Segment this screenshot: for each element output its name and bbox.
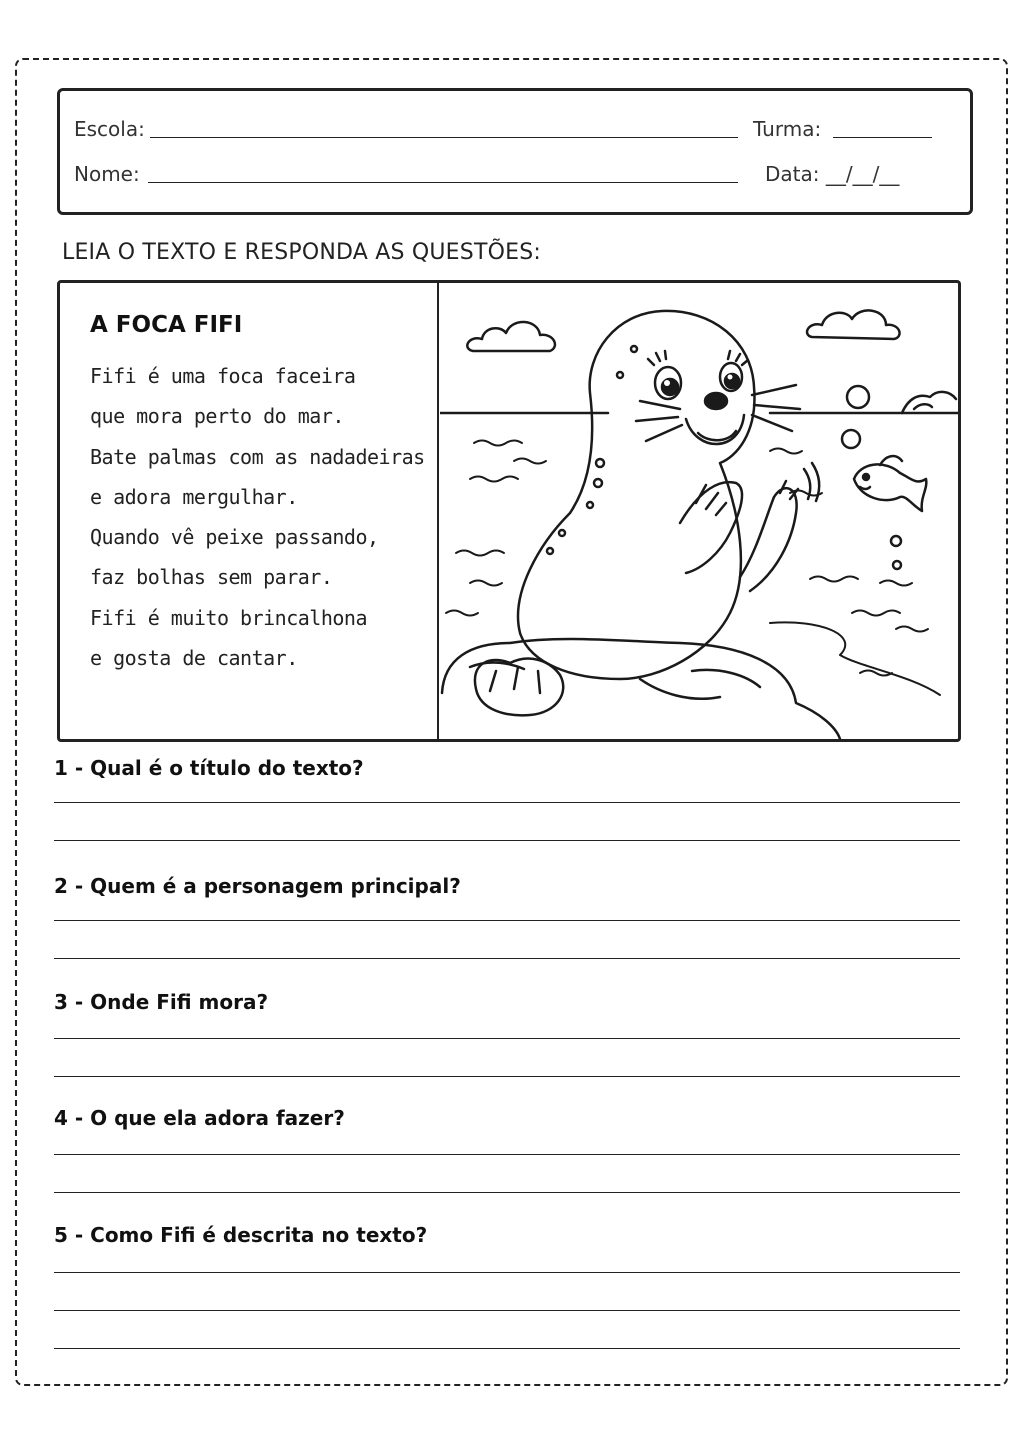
story-poem: [90, 364, 425, 686]
answer-line[interactable]: [54, 840, 960, 841]
poem-line: Bate palmas com as nadadeiras: [90, 444, 425, 469]
answer-line[interactable]: [54, 1076, 960, 1077]
story-divider: [437, 282, 439, 740]
class-field[interactable]: [833, 137, 932, 138]
question-5: 5 - Como Fifi é descrita no texto?: [54, 1223, 428, 1247]
answer-line[interactable]: [54, 920, 960, 921]
answer-line[interactable]: [54, 958, 960, 959]
answer-line[interactable]: [54, 1154, 960, 1155]
school-label: Escola:: [74, 117, 145, 141]
name-field[interactable]: [148, 182, 738, 183]
answer-line[interactable]: [54, 1272, 960, 1273]
rock-icon: [902, 392, 956, 413]
class-label: Turma:: [753, 117, 822, 141]
story-title: A FOCA FIFI: [90, 312, 243, 338]
question-2: 2 - Quem é a personagem principal?: [54, 874, 461, 898]
answer-line[interactable]: [54, 1310, 960, 1311]
rock-icon: [442, 639, 840, 739]
question-4: 4 - O que ela adora fazer?: [54, 1106, 345, 1130]
answer-line[interactable]: [54, 1038, 960, 1039]
date-field[interactable]: Data: __/__/__: [765, 162, 900, 186]
poem-line: que mora perto do mar.: [90, 404, 344, 429]
fish-icon: [854, 456, 926, 511]
student-info-box: [57, 88, 973, 215]
answer-line[interactable]: [54, 1348, 960, 1349]
cloud-icon: [807, 310, 900, 339]
name-label: Nome:: [74, 162, 140, 186]
question-1: 1 - Qual é o título do texto?: [54, 756, 364, 780]
question-3: 3 - Onde Fifi mora?: [54, 990, 269, 1014]
poem-line: faz bolhas sem parar.: [90, 565, 333, 590]
answer-line[interactable]: [54, 1192, 960, 1193]
cloud-icon: [467, 322, 555, 351]
instruction-heading: LEIA O TEXTO E RESPONDA AS QUESTÕES:: [62, 240, 541, 265]
seal-illustration: [440, 283, 958, 739]
poem-line: e adora mergulhar.: [90, 484, 298, 509]
poem-line: Quando vê peixe passando,: [90, 525, 379, 550]
answer-line[interactable]: [54, 802, 960, 803]
poem-line: Fifi é uma foca faceira: [90, 364, 356, 388]
school-field[interactable]: [150, 137, 738, 138]
poem-line: Fifi é muito brincalhona: [90, 605, 367, 630]
seal-icon: [475, 311, 819, 715]
poem-line: e gosta de cantar.: [90, 646, 298, 671]
